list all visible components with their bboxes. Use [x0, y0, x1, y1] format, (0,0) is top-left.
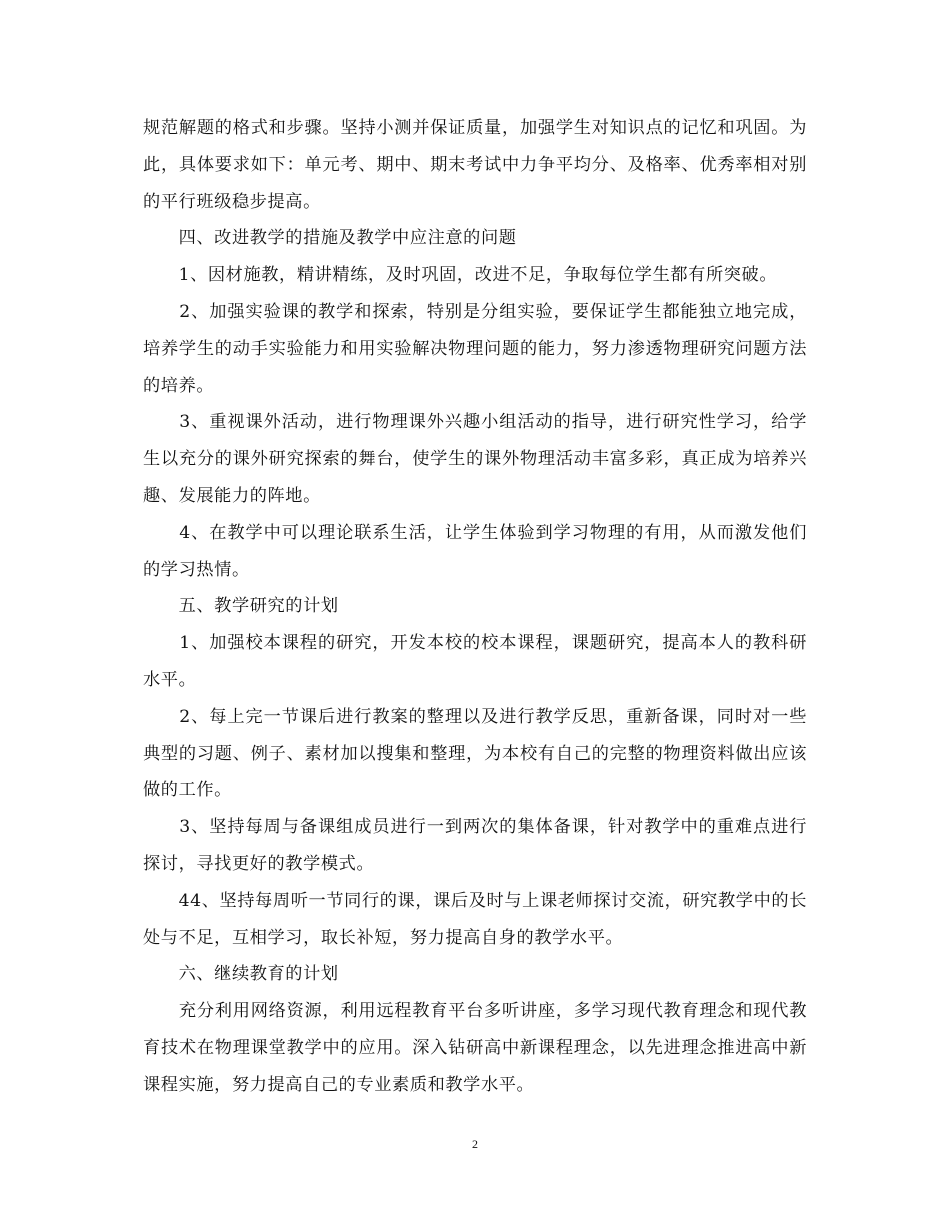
paragraph-item: 1、加强校本课程的研究，开发本校的校本课程，课题研究，提高本人的教科研水平。 — [143, 633, 807, 690]
paragraph-item: 3、重视课外活动，进行物理课外兴趣小组活动的指导，进行研究性学习，给学生以充分的课外研究探索的舞台，使学生的课外物理活动丰富多彩，真正成为培养兴趣、发展能力的阵地。 — [143, 412, 807, 506]
paragraph-item: 4、在教学中可以理论联系生活，让学生体验到学习物理的有用，从而激发他们的学习热情。 — [143, 522, 807, 580]
page-number: 2 — [472, 1137, 478, 1151]
document-body — [143, 110, 807, 1104]
paragraph-continuation: 规范解题的格式和步骤。坚持小测并保证质量，加强学生对知识点的记忆和巩固。为此，具体要求如下：单元考、期中、期末考试中力争平均分、及格率、优秀率相对别的平行班级稳步提高。 — [143, 118, 807, 212]
paragraph-item: 44、坚持每周听一节同行的课，课后及时与上课老师探讨交流，研究教学中的长处与不足，互相学习，取长补短，努力提高自身的教学水平。 — [143, 890, 807, 948]
section-heading-6: 六、继续教育的计划 — [143, 964, 339, 985]
paragraph-item: 3、坚持每周与备课组成员进行一到两次的集体备课，针对教学中的重难点进行探讨，寻找更好的教学模式。 — [143, 817, 807, 874]
section-heading-4: 四、改进教学的措施及教学中应注意的问题 — [143, 228, 517, 249]
paragraph-item: 2、每上完一节课后进行教案的整理以及进行教学反思，重新备课，同时对一些典型的习题、例子、素材加以搜集和整理，为本校有自己的完整的物理资料做出应该做的工作。 — [143, 706, 807, 801]
section-heading-5: 五、教学研究的计划 — [143, 596, 339, 617]
paragraph-item: 1、因材施教，精讲精练，及时巩固，改进不足，争取每位学生都有所突破。 — [143, 265, 778, 286]
paragraph-item: 2、加强实验课的教学和探索，特别是分组实验，要保证学生都能独立地完成，培养学生的动手实验能力和用实验解决物理问题的能力，努力渗透物理研究问题方法的培养。 — [143, 301, 807, 396]
paragraph-item: 充分利用网络资源，利用远程教育平台多听讲座，多学习现代教育理念和现代教育技术在物理课堂教学中的应用。深入钻研高中新课程理念，以先进理念推进高中新课程实施，努力提高自己的专业素质和教学水平。 — [143, 1001, 807, 1095]
